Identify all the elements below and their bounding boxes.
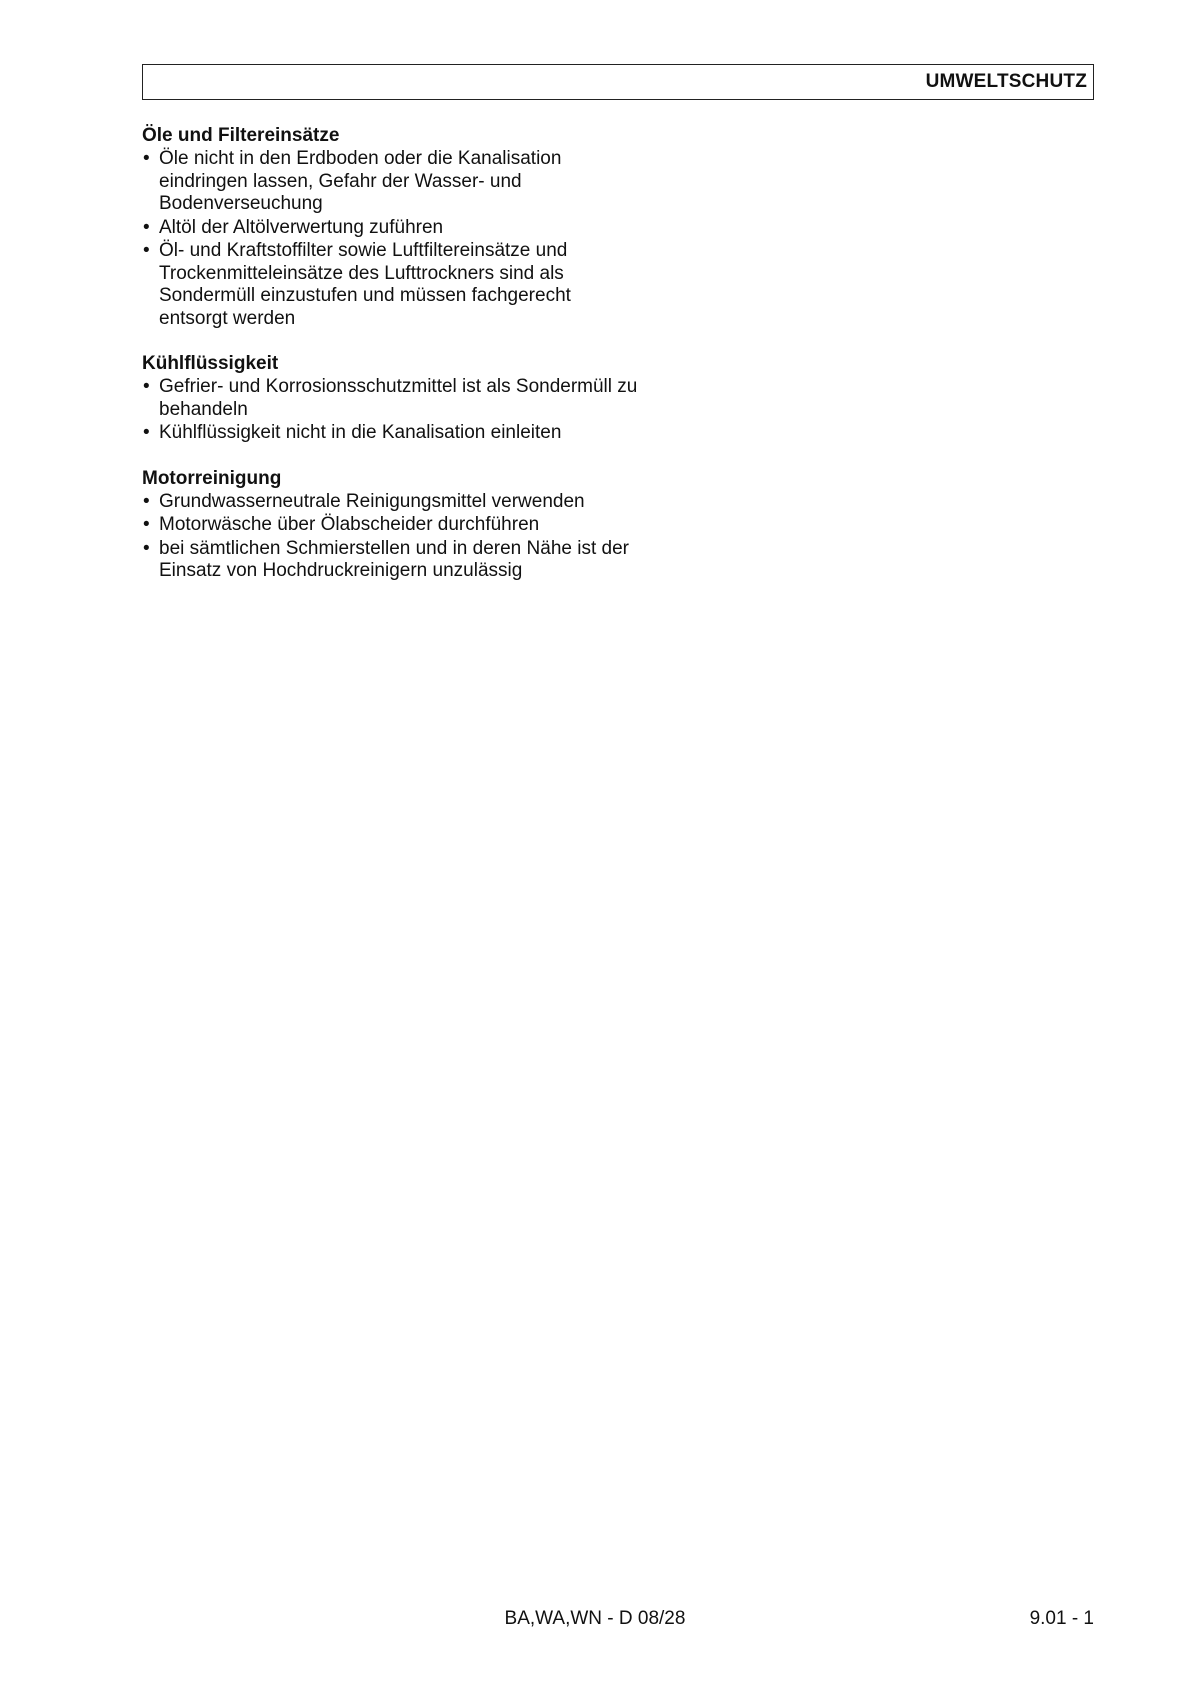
list-item: • Öl- und Kraftstoffilter sowie Luftfiltereinsätze und Trockenmitteleinsätze des Lufttrockners sind als Sondermüll einzustufen und müssen fachgerecht entsorgt werden (142, 240, 642, 330)
page-number: 9.01 - 1 (1029, 1608, 1094, 1629)
list-item: • Grundwasserneutrale Reinigungsmittel verwenden (142, 491, 642, 514)
section-header-box (142, 64, 1094, 100)
page-title: UMWELTSCHUTZ (925, 71, 1087, 92)
bullet-list (142, 148, 642, 330)
list-item: • Gefrier- und Korrosionsschutzmittel ist als Sondermüll zu behandeln (142, 376, 642, 421)
main-content (142, 124, 642, 605)
bullet-list (142, 491, 642, 583)
document-code: BA,WA,WN - D 08/28 (504, 1608, 686, 1629)
list-item: • Altöl der Altölverwertung zuführen (142, 217, 642, 240)
section-heading: Kühlflüssigkeit (142, 353, 279, 374)
list-item: • Motorwäsche über Ölabscheider durchführen (142, 514, 642, 537)
list-item: • Öle nicht in den Erdboden oder die Kanalisation eindringen lassen, Gefahr der Wasser- und Bodenverseuchung (142, 148, 642, 216)
section-heading: Öle und Filtereinsätze (142, 125, 340, 146)
bullet-list (142, 376, 642, 445)
list-item: • Kühlflüssigkeit nicht in die Kanalisation einleiten (142, 422, 642, 445)
section-engine-cleaning (142, 467, 642, 583)
section-oils-filters (142, 124, 642, 330)
list-item: • bei sämtlichen Schmierstellen und in deren Nähe ist der Einsatz von Hochdruckreinigern unzulässig (142, 538, 642, 583)
section-coolant (142, 352, 642, 445)
section-heading: Motorreinigung (142, 467, 282, 489)
